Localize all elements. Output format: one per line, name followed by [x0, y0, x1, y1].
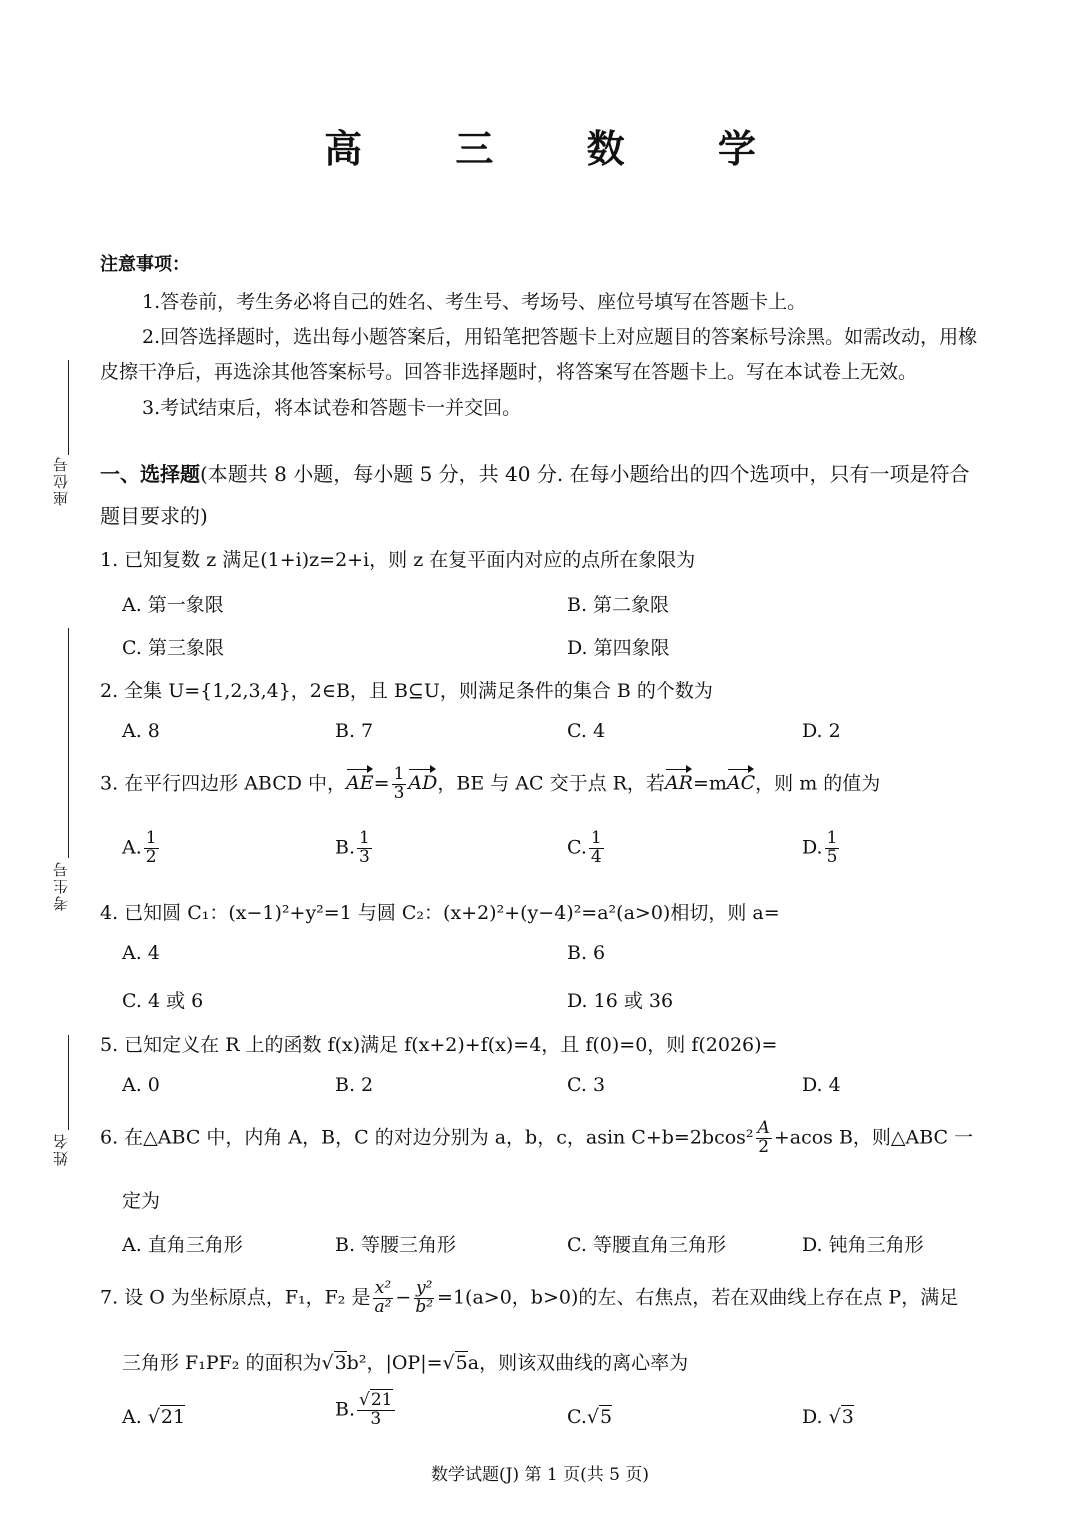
q3-option-d	[802, 830, 841, 867]
sqrt-3-radicand: 3	[334, 1352, 347, 1374]
vector-ar: AR	[664, 772, 693, 795]
q7-option-b: B. $\frac{√21}{3}$	[335, 1390, 393, 1429]
q7-c-radicand: 5	[600, 1406, 613, 1428]
q3-c-den: 4	[590, 846, 602, 867]
q1-stem: 1. 已知复数 z 满足(1+i)z=2+i，则 z 在复平面内对应的点所在象限为	[100, 549, 696, 571]
q3-stem	[100, 766, 880, 803]
q2-option-c: C. 4	[567, 720, 606, 742]
q3-fraction	[392, 766, 407, 803]
q3-frac-num: 1	[393, 764, 405, 784]
sqrt-5: √5	[442, 1352, 468, 1374]
vector-ad: AD	[408, 772, 438, 795]
q7-stem-cont	[122, 1348, 688, 1375]
q5-option-a: A. 0	[122, 1074, 160, 1096]
q3-a-label: A.	[122, 836, 142, 859]
q7-option-d: D. √3	[802, 1406, 854, 1428]
vector-ae: AE	[346, 772, 374, 795]
q7-b-radicand: 21	[370, 1390, 393, 1410]
q6-option-a: A. 直角三角形	[122, 1234, 243, 1256]
q3-option-a	[122, 830, 161, 867]
q7-frac2-den: b²	[415, 1296, 434, 1317]
q7-frac2-num: y²	[415, 1278, 433, 1298]
q1-option-d: D. 第四象限	[567, 637, 670, 659]
notice-heading: 注意事项：	[100, 254, 190, 275]
q3-a-den: 2	[145, 846, 157, 867]
q7-stem	[100, 1280, 958, 1317]
q1-option-c: C. 第三象限	[122, 637, 224, 659]
page-title: 高 三 数 学	[324, 126, 796, 171]
q3-text-3: =m	[692, 772, 727, 795]
q7-fraction-y	[413, 1280, 435, 1317]
q7-d-radicand: 3	[841, 1406, 854, 1428]
q3-c-num: 1	[590, 828, 602, 848]
q3-option-c	[567, 830, 606, 867]
q2-stem: 2. 全集 U={1,2,3,4}，2∈B，且 B⊆U，则满足条件的集合 B 的个数为	[100, 680, 713, 702]
q5-option-b: B. 2	[335, 1074, 374, 1096]
sqrt-5-radicand: 5	[455, 1352, 468, 1374]
q3-b-label: B.	[335, 836, 356, 859]
vector-ac: AC	[726, 772, 756, 795]
q6-text-2: +acos B，则△ABC 一	[773, 1126, 974, 1149]
q7-a-label: A.	[122, 1406, 142, 1428]
name-line	[68, 1035, 69, 1130]
q3-option-b	[335, 830, 374, 867]
q3-text-4: ，则 m 的值为	[755, 772, 881, 795]
q3-d-num: 1	[826, 828, 838, 848]
section-desc: (本题共 8 小题，每小题 5 分，共 40 分. 在每小题给出的四个选项中，只有一项是符合	[200, 462, 970, 486]
q3-b-num: 1	[359, 828, 370, 848]
q7-line2-c: a，则该双曲线的离心率为	[467, 1352, 689, 1374]
seat-line	[68, 360, 69, 455]
q4-option-d: D. 16 或 36	[567, 990, 674, 1012]
q3-text-2: ，BE 与 AC 交于点 R，若	[437, 772, 665, 795]
q2-option-d: D. 2	[802, 720, 841, 742]
q3-a-num: 1	[145, 828, 157, 848]
q2-option-a: A. 8	[122, 720, 160, 742]
q1-option-a: A. 第一象限	[122, 594, 224, 616]
q6-text-1: 6. 在△ABC 中，内角 A，B，C 的对边分别为 a，b，c，asin C+b=2bcos²	[100, 1126, 754, 1149]
section-heading	[100, 458, 970, 487]
notice-item-2-cont: 皮擦干净后，再选涂其他答案标号。回答非选择题时，将答案写在答题卡上。写在本试卷上无效。	[100, 361, 918, 383]
q4-option-c: C. 4 或 6	[122, 990, 204, 1012]
q7-a-radicand: 21	[160, 1406, 186, 1428]
q6-option-c: C. 等腰直角三角形	[567, 1234, 726, 1256]
q4-option-b: B. 6	[567, 942, 606, 964]
q7-option-c: C.√5	[567, 1406, 613, 1428]
sqrt-3: √3	[321, 1352, 347, 1374]
q7-b-label: B.	[335, 1398, 356, 1421]
seat-label: 座位号	[52, 455, 70, 506]
notice-item-3: 3.考试结束后，将本试卷和答题卡一并交回。	[142, 397, 522, 419]
q5-option-d: D. 4	[802, 1074, 841, 1096]
q5-stem: 5. 已知定义在 R 上的函数 f(x)满足 f(x+2)+f(x)=4，且 f(0)=0，则 f(2026)=	[100, 1034, 778, 1056]
q3-eq: =	[373, 772, 390, 795]
notice-item-1: 1.答卷前，考生务必将自己的姓名、考生号、考场号、座位号填写在答题卡上。	[142, 291, 807, 313]
q7-c-label: C.	[567, 1406, 587, 1428]
q7-text-1: 7. 设 O 为坐标原点，F₁，F₂ 是	[100, 1286, 371, 1309]
q7-line2-a: 三角形 F₁PF₂ 的面积为	[122, 1352, 322, 1374]
q7-text-2: =1(a>0，b>0)的左、右焦点，若在双曲线上存在点 P，满足	[437, 1286, 959, 1309]
q5-option-c: C. 3	[567, 1074, 606, 1096]
q7-b-den: 3	[370, 1408, 382, 1429]
q7-option-a: A. √21	[122, 1406, 186, 1428]
q3-c-label: C.	[567, 836, 587, 859]
q6-stem	[100, 1120, 973, 1157]
q7-fraction-x	[372, 1280, 393, 1317]
q3-frac-den: 3	[393, 782, 405, 803]
q6-frac-num: A	[757, 1118, 770, 1138]
q3-b-den: 3	[359, 846, 370, 867]
q7-frac1-den: a²	[374, 1296, 392, 1317]
q7-line2-b: b²，|OP|=	[346, 1352, 443, 1374]
notice-item-2: 2.回答选择题时，选出每小题答案后，用铅笔把答题卡上对应题目的答案标号涂黑。如需改动，用橡	[142, 326, 978, 348]
q7-frac1-num: x²	[374, 1278, 392, 1298]
q7-minus: −	[395, 1286, 412, 1309]
section-desc-cont: 题目要求的)	[100, 504, 208, 528]
q6-option-d: D. 钝角三角形	[802, 1234, 924, 1256]
q4-option-a: A. 4	[122, 942, 160, 964]
section-title: 一、选择题	[100, 462, 200, 486]
q6-frac-den: 2	[758, 1136, 770, 1157]
q6-fraction	[756, 1120, 772, 1157]
q6-stem-cont: 定为	[122, 1190, 161, 1212]
name-label: 姓名	[52, 1132, 70, 1166]
page-footer: 数学试题(J) 第 1 页(共 5 页)	[431, 1465, 649, 1485]
q3-d-label: D.	[802, 836, 823, 859]
exam-no-line	[68, 628, 69, 858]
q7-d-label: D.	[802, 1406, 823, 1428]
q3-d-den: 5	[826, 846, 838, 867]
exam-no-label: 考生号	[52, 860, 70, 911]
q3-text-1: 3. 在平行四边形 ABCD 中，	[100, 772, 347, 795]
q2-option-b: B. 7	[335, 720, 374, 742]
q6-option-b: B. 等腰三角形	[335, 1234, 457, 1256]
q4-stem: 4. 已知圆 C₁：(x−1)²+y²=1 与圆 C₂：(x+2)²+(y−4)²=a²(a>0)相切，则 a=	[100, 902, 780, 924]
q1-option-b: B. 第二象限	[567, 594, 670, 616]
